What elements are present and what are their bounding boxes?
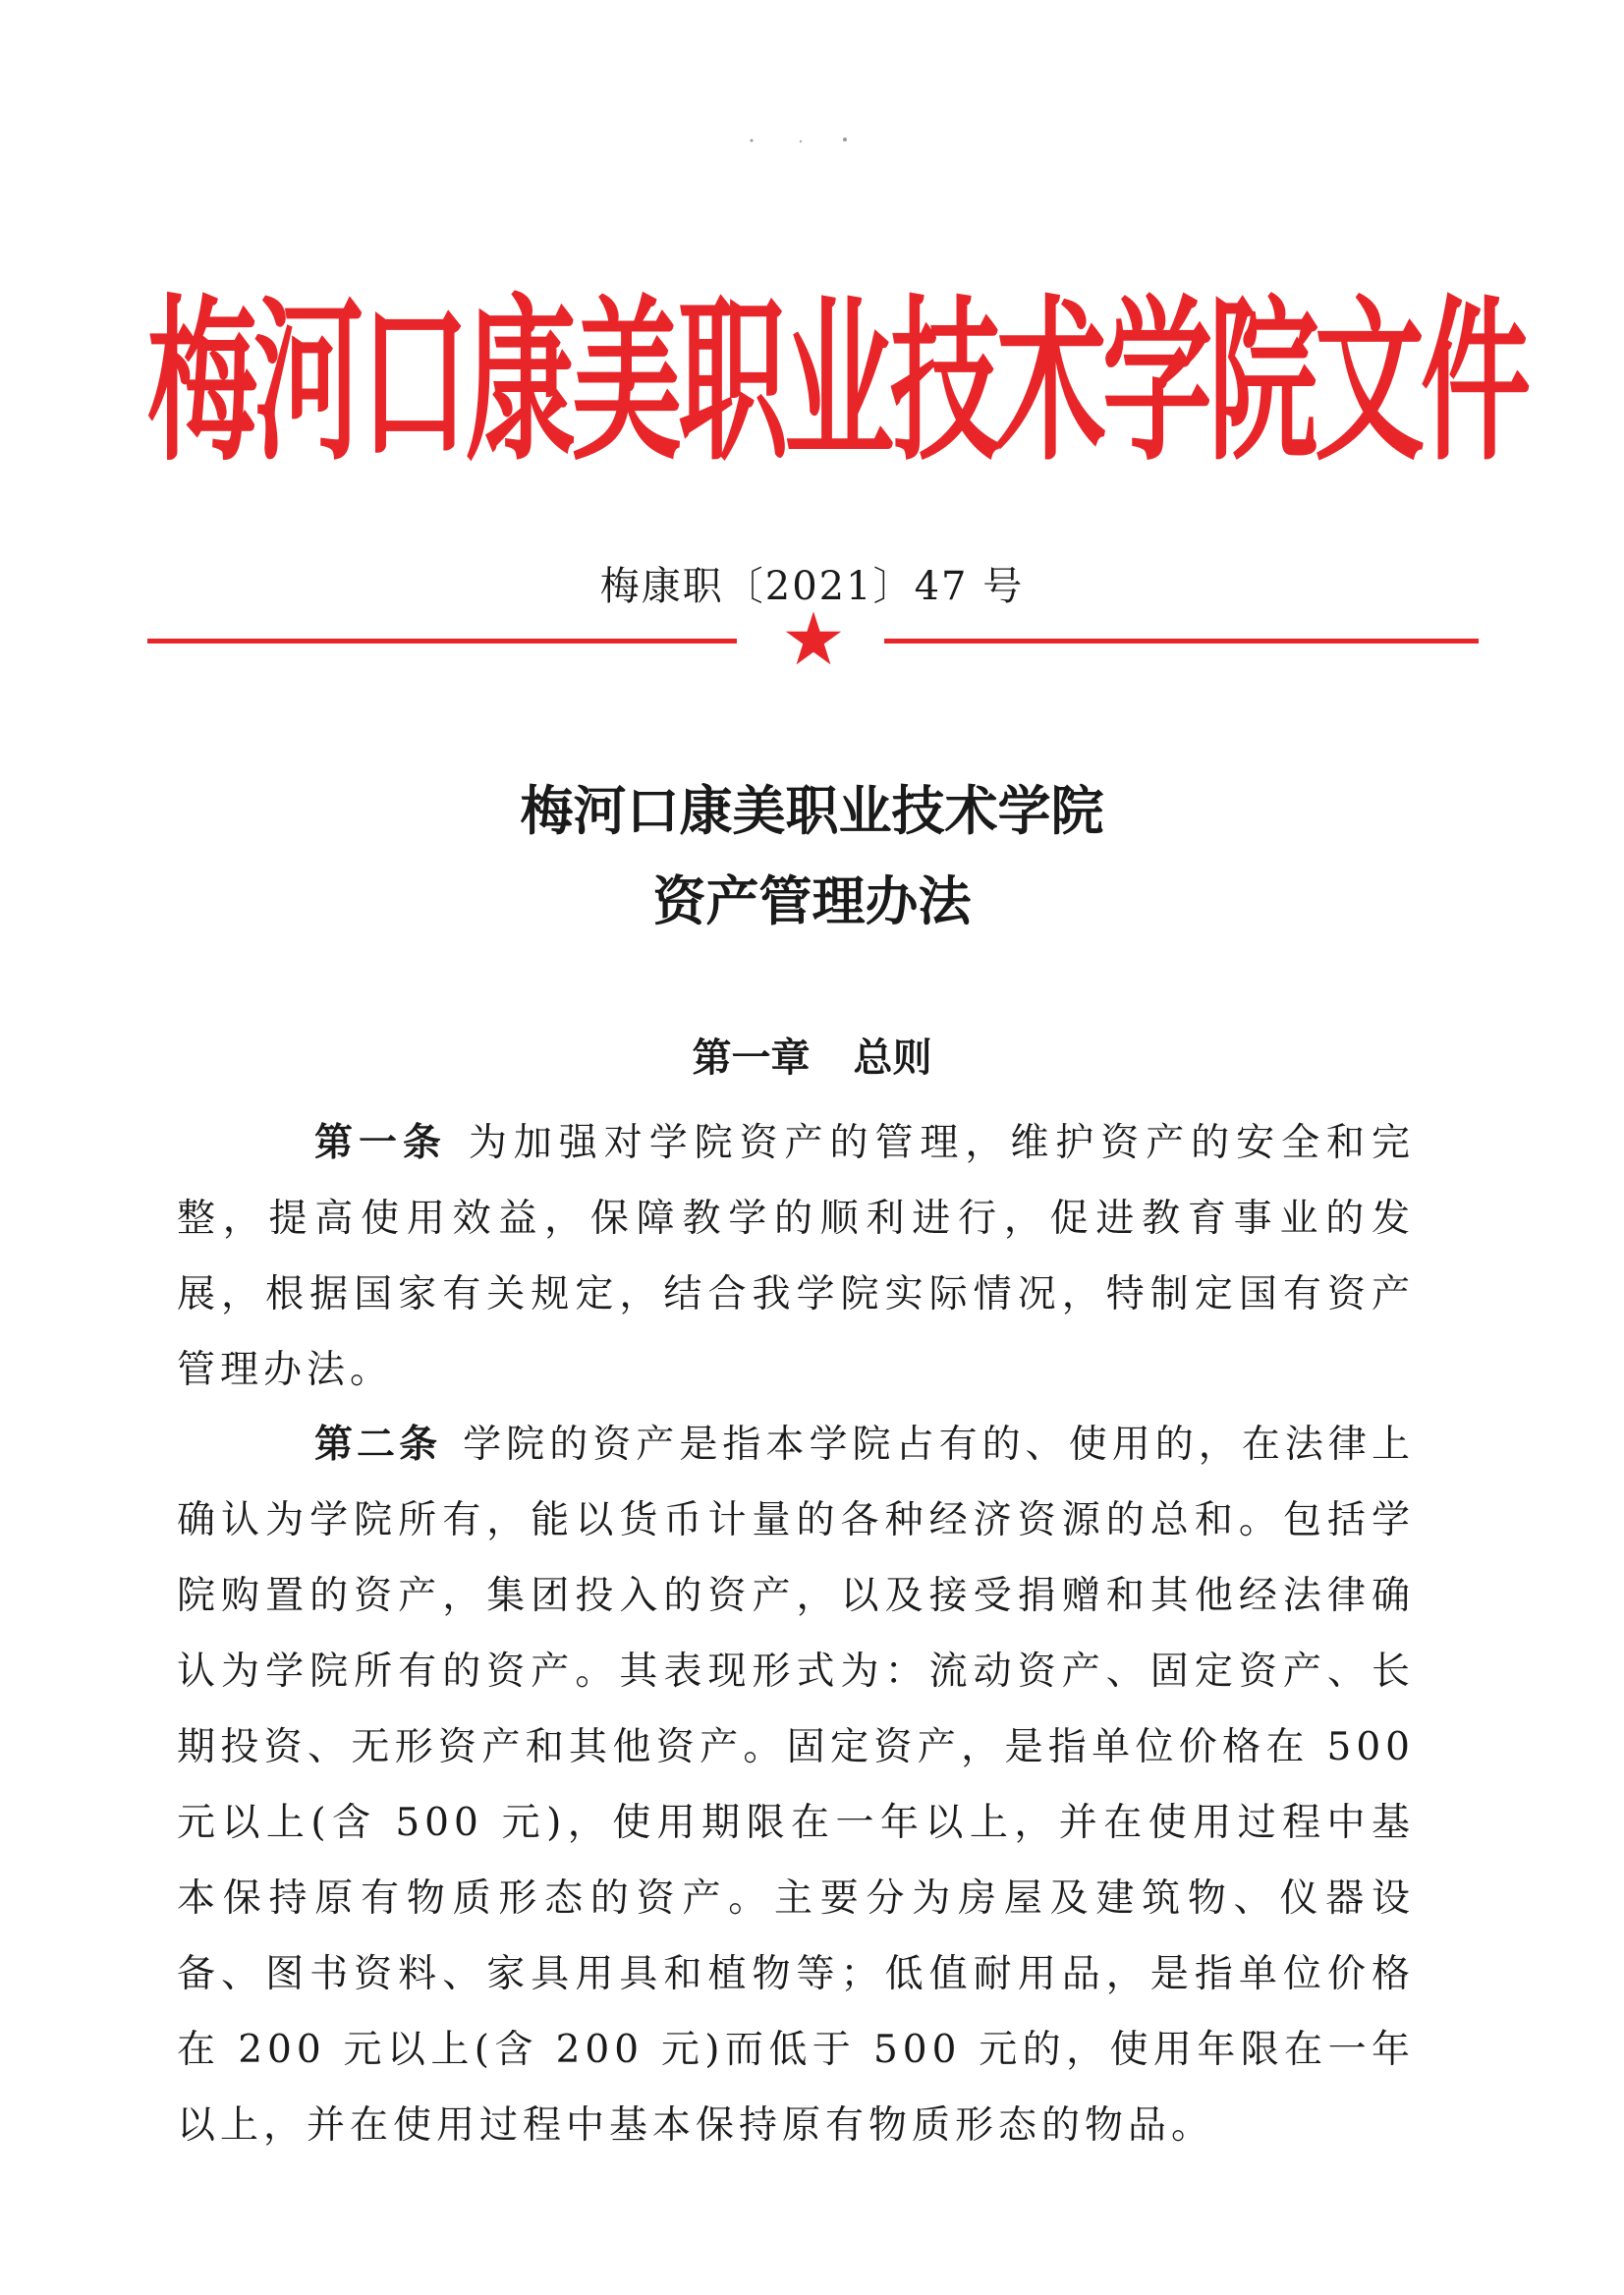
star-icon xyxy=(784,609,843,668)
article-text: 学院的资产是指本学院占有的、使用的，在法律上确认为学院所有，能以货币计量的各种经济资源的总和。包括学院购置的资产，集团投入的资产，以及接受捐赠和其他经法律确认为学院所有的资产。其表现形式为：流动资产、固定资产、长期投资、无形资产和其他资产。固定资产，是指单位价格在 500 元以上(含 500 元)，使用期限在一年以上，并在使用过程中基本保持原有物质形态的资产。主要分为房屋及建筑物、仪器设备、图书资料、家具用具和植物等；低值耐用品，是指单位价格在 200 元以上(含 200 元)而低于 500 元的，使用年限在一年以上，并在使用过程中基本保持原有物质形态的物品。 xyxy=(177,1423,1415,2148)
header-rule-left xyxy=(147,639,737,644)
chapter-heading: 第一章 总则 xyxy=(692,1036,932,1081)
issuing-organization-header: 梅河口康美职业技术学院文件 xyxy=(147,281,1527,485)
document-number: 梅康职〔2021〕47 号 xyxy=(599,564,1025,609)
article-paragraph xyxy=(177,1105,1415,1408)
document-title-line-2: 资产管理办法 xyxy=(652,870,972,932)
scan-artifact xyxy=(747,136,865,145)
article-label: 第二条 xyxy=(314,1423,442,1467)
document-title xyxy=(0,766,1624,947)
article-text: 为加强对学院资产的管理，维护资产的安全和完整，提高使用效益，保障教学的顺利进行，促进教育事业的发展，根据国家有关规定，结合我学院实际情况，特制定国有资产管理办法。 xyxy=(177,1121,1415,1392)
header-rule-right xyxy=(884,639,1479,644)
article-paragraph xyxy=(177,1407,1415,2163)
document-title-line-1: 梅河口康美职业技术学院 xyxy=(520,780,1104,842)
article-label: 第一条 xyxy=(314,1121,447,1165)
